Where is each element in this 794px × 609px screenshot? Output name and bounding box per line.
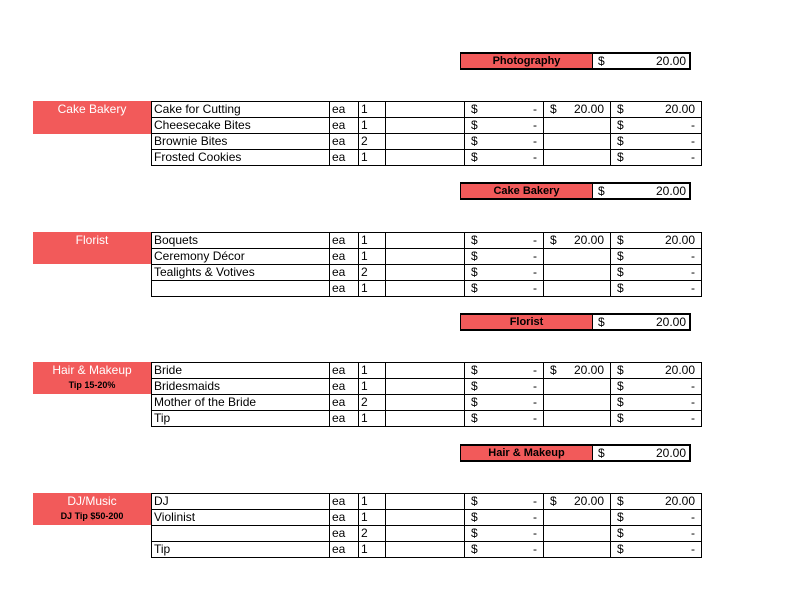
cell-col_a[interactable] <box>465 134 544 150</box>
summary-amount: 20.00 <box>655 54 686 68</box>
money-value <box>613 102 699 117</box>
cell-unit[interactable]: ea <box>330 233 359 249</box>
currency-symbol: $ <box>617 411 624 425</box>
cell-quantity[interactable]: 1 <box>359 249 386 265</box>
cell-item-name[interactable]: Cheesecake Bites <box>152 118 330 134</box>
cell-blank[interactable] <box>386 249 465 265</box>
cell-blank[interactable] <box>386 379 465 395</box>
table-row[interactable] <box>152 379 702 395</box>
cell-col_a[interactable] <box>465 379 544 395</box>
currency-symbol: $ <box>617 526 624 540</box>
currency-symbol: $ <box>617 118 624 132</box>
currency-symbol: $ <box>471 249 478 263</box>
cell-blank[interactable] <box>386 363 465 379</box>
cell-col_c[interactable] <box>611 411 702 427</box>
amount: 20.00 <box>664 102 695 116</box>
amount: - <box>691 150 695 164</box>
cell-col_b[interactable] <box>544 102 611 118</box>
currency-symbol: $ <box>617 281 624 295</box>
cell-unit[interactable]: ea <box>330 118 359 134</box>
table-row[interactable] <box>152 510 702 526</box>
cell-item-name[interactable]: DJ <box>152 494 330 510</box>
currency-symbol: $ <box>550 102 557 116</box>
amount: - <box>691 249 695 263</box>
currency-symbol: $ <box>471 494 478 508</box>
items-table-cake-bakery <box>151 101 702 166</box>
cell-unit[interactable]: ea <box>330 411 359 427</box>
currency-symbol: $ <box>471 233 478 247</box>
cell-blank[interactable] <box>386 542 465 558</box>
summary-label: Photography <box>461 54 593 68</box>
money-value <box>546 233 608 248</box>
money-value <box>467 249 541 264</box>
amount: - <box>691 526 695 540</box>
money-value <box>613 363 699 378</box>
currency-symbol: $ <box>471 102 478 116</box>
cell-item-name[interactable]: Bride <box>152 363 330 379</box>
table-row[interactable] <box>152 102 702 118</box>
cell-col_c[interactable] <box>611 102 702 118</box>
amount: - <box>691 134 695 148</box>
cell-quantity[interactable]: 1 <box>359 411 386 427</box>
currency-symbol: $ <box>471 395 478 409</box>
category-label-cake-bakery <box>33 101 151 134</box>
cell-col_a[interactable] <box>465 249 544 265</box>
cell-item-name[interactable]: Tip <box>152 411 330 427</box>
summary-amount: 20.00 <box>655 315 686 329</box>
cell-unit[interactable]: ea <box>330 363 359 379</box>
category-label-florist <box>33 232 151 264</box>
cell-unit[interactable]: ea <box>330 494 359 510</box>
currency-symbol: $ <box>471 411 478 425</box>
cell-col_c[interactable] <box>611 510 702 526</box>
cell-col_c[interactable] <box>611 265 702 281</box>
cell-col_b[interactable] <box>544 265 611 281</box>
category-label-dj-music <box>33 493 151 525</box>
cell-col_a[interactable] <box>465 118 544 134</box>
cell-quantity[interactable]: 1 <box>359 281 386 297</box>
cell-col_b[interactable] <box>544 233 611 249</box>
money-value <box>467 265 541 280</box>
cell-item-name[interactable]: Tip <box>152 542 330 558</box>
money-value <box>613 265 699 280</box>
cell-unit[interactable]: ea <box>330 526 359 542</box>
cell-blank[interactable] <box>386 134 465 150</box>
amount: - <box>533 249 537 263</box>
category-name: Hair & Makeup <box>52 363 132 377</box>
table-row[interactable] <box>152 118 702 134</box>
cell-col_b[interactable] <box>544 526 611 542</box>
cell-quantity[interactable]: 1 <box>359 233 386 249</box>
currency-symbol: $ <box>617 134 624 148</box>
cell-col_b[interactable] <box>544 395 611 411</box>
cell-item-name[interactable]: Frosted Cookies <box>152 150 330 166</box>
cell-quantity[interactable]: 1 <box>359 363 386 379</box>
cell-col_c[interactable] <box>611 150 702 166</box>
money-value <box>467 379 541 394</box>
cell-unit[interactable]: ea <box>330 102 359 118</box>
cell-unit[interactable]: ea <box>330 542 359 558</box>
amount: - <box>533 542 537 556</box>
amount: - <box>533 233 537 247</box>
money-value <box>467 494 541 509</box>
money-value <box>467 363 541 378</box>
currency-symbol: $ <box>598 315 605 329</box>
summary-label: Florist <box>461 315 593 329</box>
currency-symbol: $ <box>471 150 478 164</box>
amount: 20.00 <box>573 233 604 247</box>
summary-label: Hair & Makeup <box>461 446 593 460</box>
money-value <box>613 281 699 296</box>
cell-blank[interactable] <box>386 510 465 526</box>
category-tip-note: Tip 15-20% <box>68 380 116 390</box>
cell-col_a[interactable] <box>465 265 544 281</box>
category-name: DJ/Music <box>67 494 117 508</box>
currency-symbol: $ <box>550 363 557 377</box>
cell-col_a[interactable] <box>465 395 544 411</box>
summary-photography[interactable] <box>460 52 691 70</box>
cell-unit[interactable]: ea <box>330 395 359 411</box>
money-value <box>467 102 541 117</box>
cell-col_c[interactable] <box>611 395 702 411</box>
amount: - <box>533 102 537 116</box>
cell-unit[interactable]: ea <box>330 510 359 526</box>
cell-col_c[interactable] <box>611 249 702 265</box>
currency-symbol: $ <box>550 233 557 247</box>
cell-unit[interactable]: ea <box>330 134 359 150</box>
money-value <box>613 494 699 509</box>
cell-col_b[interactable] <box>544 134 611 150</box>
summary-amount: 20.00 <box>655 446 686 460</box>
amount: - <box>533 265 537 279</box>
currency-symbol: $ <box>471 542 478 556</box>
amount: - <box>533 281 537 295</box>
cell-quantity[interactable]: 2 <box>359 526 386 542</box>
cell-quantity[interactable]: 2 <box>359 134 386 150</box>
cell-col_c[interactable] <box>611 118 702 134</box>
table-row[interactable] <box>152 233 702 249</box>
money-value <box>467 526 541 541</box>
money-value <box>467 233 541 248</box>
cell-quantity[interactable]: 1 <box>359 102 386 118</box>
cell-col_a[interactable] <box>465 526 544 542</box>
table-row[interactable] <box>152 494 702 510</box>
amount: 20.00 <box>573 363 604 377</box>
amount: - <box>533 411 537 425</box>
currency-symbol: $ <box>598 446 605 460</box>
cell-quantity[interactable]: 1 <box>359 494 386 510</box>
cell-col_a[interactable] <box>465 281 544 297</box>
category-label-hair-makeup <box>33 362 151 394</box>
money-value <box>546 102 608 117</box>
money-value <box>467 118 541 133</box>
money-value <box>546 363 608 378</box>
amount: - <box>691 542 695 556</box>
category-name: Cake Bakery <box>57 102 127 116</box>
summary-label: Cake Bakery <box>461 184 593 198</box>
money-value <box>467 134 541 149</box>
cell-col_c[interactable] <box>611 363 702 379</box>
currency-symbol: $ <box>471 363 478 377</box>
cell-unit[interactable]: ea <box>330 150 359 166</box>
money-value <box>467 542 541 557</box>
currency-symbol: $ <box>617 379 624 393</box>
money-value <box>613 542 699 557</box>
cell-unit[interactable]: ea <box>330 265 359 281</box>
summary-value <box>593 315 689 329</box>
currency-symbol: $ <box>550 494 557 508</box>
cell-blank[interactable] <box>386 150 465 166</box>
cell-blank[interactable] <box>386 395 465 411</box>
table-row[interactable] <box>152 526 702 542</box>
cell-unit[interactable]: ea <box>330 249 359 265</box>
currency-symbol: $ <box>617 233 624 247</box>
cell-col_b[interactable] <box>544 249 611 265</box>
cell-item-name[interactable]: Ceremony Décor <box>152 249 330 265</box>
currency-symbol: $ <box>617 249 624 263</box>
cell-unit[interactable]: ea <box>330 281 359 297</box>
cell-col_b[interactable] <box>544 510 611 526</box>
cell-item-name[interactable] <box>152 526 330 542</box>
currency-symbol: $ <box>617 510 624 524</box>
cell-item-name[interactable]: Cake for Cutting <box>152 102 330 118</box>
table-row[interactable] <box>152 281 702 297</box>
money-value <box>613 118 699 133</box>
cell-col_c[interactable] <box>611 281 702 297</box>
cell-col_a[interactable] <box>465 510 544 526</box>
summary-value <box>593 446 689 460</box>
amount: - <box>691 510 695 524</box>
items-table-florist <box>151 232 702 297</box>
cell-item-name[interactable]: Boquets <box>152 233 330 249</box>
cell-col_a[interactable] <box>465 494 544 510</box>
amount: - <box>691 411 695 425</box>
cell-item-name[interactable] <box>152 281 330 297</box>
money-value <box>467 150 541 165</box>
amount: - <box>691 379 695 393</box>
amount: - <box>691 281 695 295</box>
summary-hair-makeup[interactable] <box>460 444 691 462</box>
currency-symbol: $ <box>617 150 624 164</box>
items-table-dj-music <box>151 493 702 558</box>
table-row[interactable] <box>152 265 702 281</box>
amount: - <box>533 379 537 393</box>
summary-florist[interactable] <box>460 313 691 331</box>
cell-quantity[interactable]: 2 <box>359 265 386 281</box>
money-value <box>613 249 699 264</box>
summary-cake-bakery[interactable] <box>460 182 691 200</box>
currency-symbol: $ <box>617 265 624 279</box>
cell-quantity[interactable]: 1 <box>359 379 386 395</box>
cell-col_a[interactable] <box>465 363 544 379</box>
cell-col_b[interactable] <box>544 150 611 166</box>
currency-symbol: $ <box>471 265 478 279</box>
amount: - <box>533 118 537 132</box>
cell-col_b[interactable] <box>544 411 611 427</box>
amount: - <box>533 134 537 148</box>
cell-col_c[interactable] <box>611 134 702 150</box>
money-value <box>467 395 541 410</box>
amount: - <box>691 395 695 409</box>
cell-blank[interactable] <box>386 118 465 134</box>
money-value <box>613 411 699 426</box>
cell-col_c[interactable] <box>611 379 702 395</box>
table-row[interactable] <box>152 542 702 558</box>
cell-blank[interactable] <box>386 281 465 297</box>
currency-symbol: $ <box>617 494 624 508</box>
amount: - <box>533 363 537 377</box>
cell-col_c[interactable] <box>611 233 702 249</box>
cell-col_a[interactable] <box>465 150 544 166</box>
cell-item-name[interactable]: Bridesmaids <box>152 379 330 395</box>
table-row[interactable] <box>152 150 702 166</box>
cell-quantity[interactable]: 2 <box>359 395 386 411</box>
money-value <box>613 150 699 165</box>
cell-col_a[interactable] <box>465 102 544 118</box>
cell-blank[interactable] <box>386 411 465 427</box>
amount: 20.00 <box>573 494 604 508</box>
amount: 20.00 <box>664 363 695 377</box>
currency-symbol: $ <box>617 363 624 377</box>
amount: - <box>533 395 537 409</box>
money-value <box>613 233 699 248</box>
amount: 20.00 <box>664 494 695 508</box>
amount: 20.00 <box>573 102 604 116</box>
table-row[interactable] <box>152 134 702 150</box>
money-value <box>613 134 699 149</box>
money-value <box>467 510 541 525</box>
currency-symbol: $ <box>471 281 478 295</box>
currency-symbol: $ <box>617 395 624 409</box>
currency-symbol: $ <box>471 510 478 524</box>
amount: - <box>533 150 537 164</box>
cell-quantity[interactable]: 1 <box>359 118 386 134</box>
cell-col_a[interactable] <box>465 411 544 427</box>
cell-col_b[interactable] <box>544 494 611 510</box>
amount: 20.00 <box>664 233 695 247</box>
money-value <box>613 526 699 541</box>
cell-blank[interactable] <box>386 494 465 510</box>
money-value <box>613 510 699 525</box>
cell-item-name[interactable]: Mother of the Bride <box>152 395 330 411</box>
currency-symbol: $ <box>598 54 605 68</box>
items-table-hair-makeup <box>151 362 702 427</box>
money-value <box>546 494 608 509</box>
table-row[interactable] <box>152 411 702 427</box>
cell-blank[interactable] <box>386 265 465 281</box>
currency-symbol: $ <box>598 184 605 198</box>
category-name: Florist <box>75 233 109 247</box>
amount: - <box>691 118 695 132</box>
amount: - <box>533 526 537 540</box>
summary-amount: 20.00 <box>655 184 686 198</box>
cell-item-name[interactable]: Violinist <box>152 510 330 526</box>
currency-symbol: $ <box>471 134 478 148</box>
cell-blank[interactable] <box>386 526 465 542</box>
currency-symbol: $ <box>617 102 624 116</box>
cell-col_b[interactable] <box>544 281 611 297</box>
cell-item-name[interactable]: Brownie Bites <box>152 134 330 150</box>
money-value <box>613 395 699 410</box>
table-row[interactable] <box>152 363 702 379</box>
currency-symbol: $ <box>617 542 624 556</box>
cell-col_c[interactable] <box>611 526 702 542</box>
money-value <box>467 411 541 426</box>
amount: - <box>533 494 537 508</box>
cell-item-name[interactable]: Tealights & Votives <box>152 265 330 281</box>
cell-unit[interactable]: ea <box>330 379 359 395</box>
cell-col_a[interactable] <box>465 233 544 249</box>
cell-blank[interactable] <box>386 233 465 249</box>
cell-quantity[interactable]: 1 <box>359 150 386 166</box>
cell-col_c[interactable] <box>611 494 702 510</box>
currency-symbol: $ <box>471 526 478 540</box>
currency-symbol: $ <box>471 118 478 132</box>
table-row[interactable] <box>152 395 702 411</box>
category-tip-note: DJ Tip $50-200 <box>60 511 124 521</box>
cell-col_b[interactable] <box>544 118 611 134</box>
cell-col_c[interactable] <box>611 542 702 558</box>
cell-col_b[interactable] <box>544 379 611 395</box>
table-row[interactable] <box>152 249 702 265</box>
cell-blank[interactable] <box>386 102 465 118</box>
cell-quantity[interactable]: 1 <box>359 510 386 526</box>
cell-col_a[interactable] <box>465 542 544 558</box>
money-value <box>467 281 541 296</box>
amount: - <box>691 265 695 279</box>
summary-value <box>593 184 689 198</box>
money-value <box>613 379 699 394</box>
cell-quantity[interactable]: 1 <box>359 542 386 558</box>
cell-col_b[interactable] <box>544 363 611 379</box>
currency-symbol: $ <box>471 379 478 393</box>
amount: - <box>533 510 537 524</box>
cell-col_b[interactable] <box>544 542 611 558</box>
